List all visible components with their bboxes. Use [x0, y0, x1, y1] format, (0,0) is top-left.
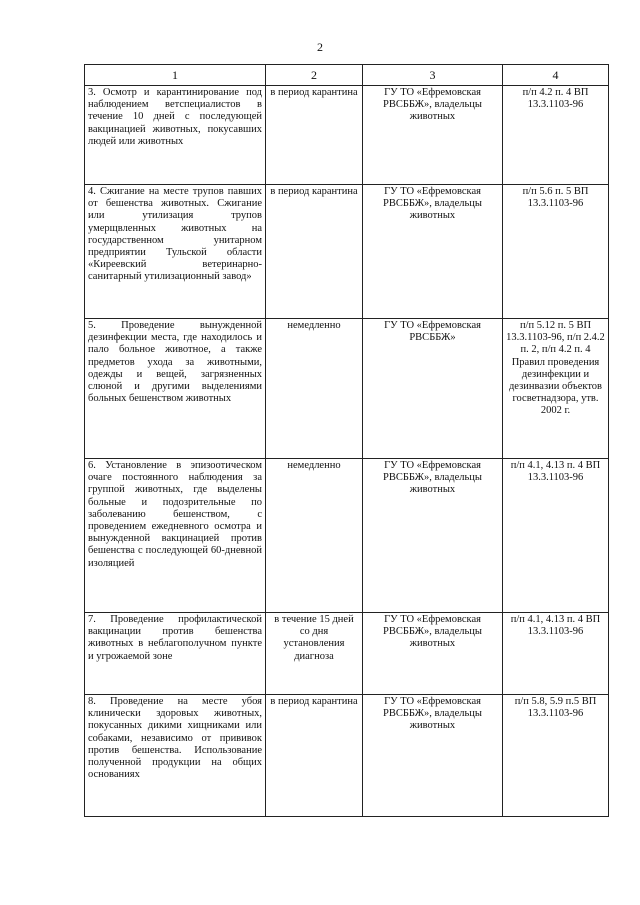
timing-cell: в период карантина: [266, 185, 363, 319]
table-row: [85, 185, 609, 319]
basis-cell: п/п 4.2 п. 4 ВП 13.3.1103-96: [503, 86, 609, 185]
timing-cell: в течение 15 дней со дня установления диагноза: [266, 613, 363, 695]
basis-cell: п/п 5.6 п. 5 ВП 13.3.1103-96: [503, 185, 609, 319]
table-row: [85, 459, 609, 613]
measure-cell: 7. Проведение профилактической вакцинации против бешенства животных в неблагополучном пункте и угрожаемой зоне: [85, 613, 266, 695]
table-row: [85, 695, 609, 817]
measure-cell: 3. Осмотр и карантинирование под наблюдением ветспециалистов в течение 10 дней с последующей вакцинацией животных, покусавших людей или животных: [85, 86, 266, 185]
timing-cell: немедленно: [266, 459, 363, 613]
executor-cell: ГУ ТО «Ефремовская РВСББЖ», владельцы животных: [363, 185, 503, 319]
executor-cell: ГУ ТО «Ефремовская РВСББЖ», владельцы животных: [363, 613, 503, 695]
basis-cell: п/п 4.1, 4.13 п. 4 ВП 13.3.1103-96: [503, 459, 609, 613]
table-row: [85, 319, 609, 459]
measure-cell: 6. Установление в эпизоотическом очаге постоянного наблюдения за группой животных, где выделены больные и подозрительные по заболеванию бешенством, с проведением ежедневного осмотра и вынужденной вакцинацией против бешенства с последующей 60-дневной изоляцией: [85, 459, 266, 613]
column-header-3: 3: [363, 65, 503, 86]
executor-cell: ГУ ТО «Ефремовская РВСББЖ», владельцы животных: [363, 459, 503, 613]
basis-cell: п/п 5.8, 5.9 п.5 ВП 13.3.1103-96: [503, 695, 609, 817]
measure-cell: 5. Проведение вынужденной дезинфекции места, где находилось и пало больное животное, а также предметов ухода за животными, одежды и вещей, загрязненных слюной и другими выделениями больных бешенством животных: [85, 319, 266, 459]
basis-cell: п/п 4.1, 4.13 п. 4 ВП 13.3.1103-96: [503, 613, 609, 695]
page-number: 2: [317, 40, 323, 54]
executor-cell: ГУ ТО «Ефремовская РВСББЖ», владельцы животных: [363, 695, 503, 817]
timing-cell: немедленно: [266, 319, 363, 459]
basis-cell: п/п 5.12 п. 5 ВП 13.3.1103-96, п/п 2.4.2 п. 2, п/п 4.2 п. 4 Правил проведения дезинфекции и дезинвазии объектов госветнадзора, утв. 2002 г.: [503, 319, 609, 459]
column-header-2: 2: [266, 65, 363, 86]
measure-cell: 8. Проведение на месте убоя клинически здоровых животных, покусанных дикими хищниками или собаками, независимо от прививок против бешенства. Использование полученной продукции на общих основаниях: [85, 695, 266, 817]
executor-cell: ГУ ТО «Ефремовская РВСББЖ», владельцы животных: [363, 86, 503, 185]
column-header-1: 1: [85, 65, 266, 86]
timing-cell: в период карантина: [266, 86, 363, 185]
table-row: [85, 613, 609, 695]
table-header-row: [85, 65, 609, 86]
timing-cell: в период карантина: [266, 695, 363, 817]
executor-cell: ГУ ТО «Ефремовская РВСББЖ»: [363, 319, 503, 459]
measure-cell: 4. Сжигание на месте трупов павших от бешенства животных. Сжигание или утилизация трупов умерщвленных животных на государственном унитарном предприятии Тульской области «Киреевский ветеринарно-санитарный утилизационный завод»: [85, 185, 266, 319]
table-row: [85, 86, 609, 185]
measures-table: [84, 64, 609, 817]
column-header-4: 4: [503, 65, 609, 86]
